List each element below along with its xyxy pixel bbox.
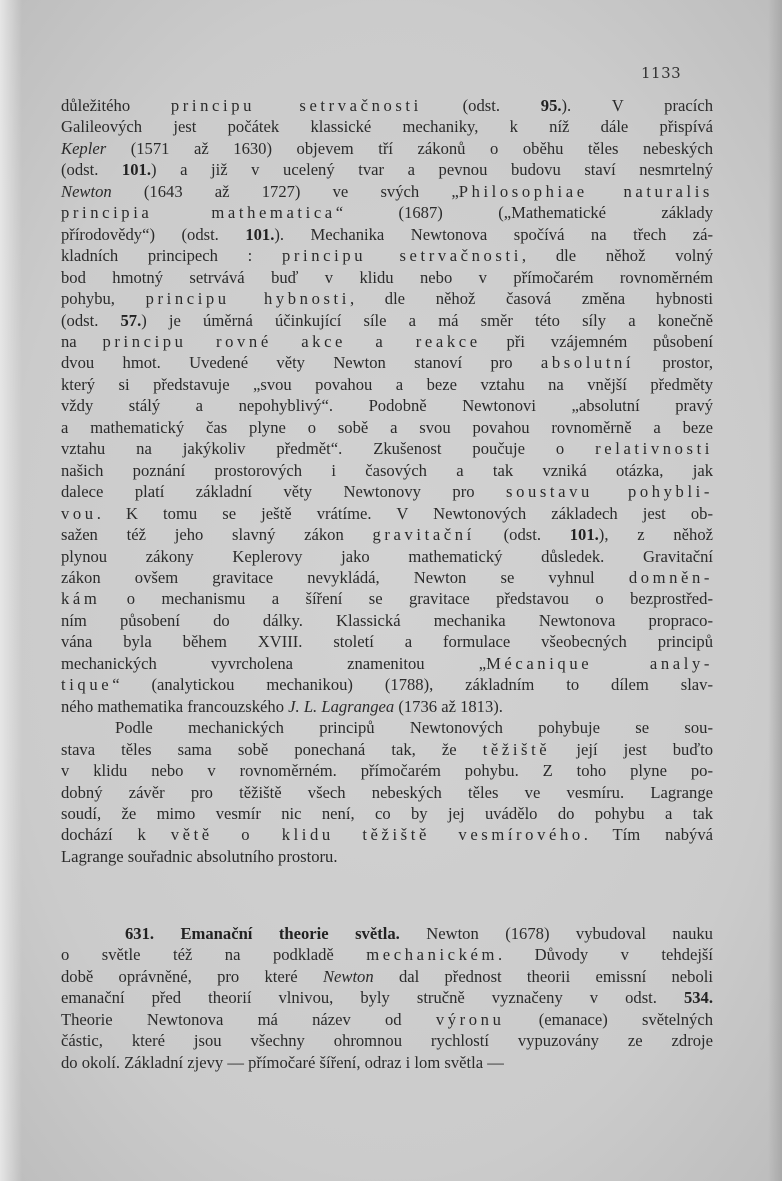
text-run: který si představuje „svou povahou a beze vztahu na vnější předměty: [61, 374, 713, 394]
spaced-emphasis: výronu: [435, 1009, 505, 1029]
text-run: na: [61, 331, 103, 351]
text-line: [61, 159, 713, 180]
text-run: ) a již v ucelený tvar a pevnou budovu staví nesmrtelný: [150, 160, 713, 180]
text-line: [61, 1052, 713, 1073]
text-run: do okolí. Základní zjevy — přímočaré šíření, odraz i lom světla —: [61, 1052, 504, 1072]
spaced-emphasis: soustavu pohybli-: [506, 482, 713, 502]
text-run: našich poznání prostorových i časových a tak vzniká otázka, jak: [61, 460, 713, 480]
spaced-emphasis: tique: [61, 675, 113, 695]
text-run: kladních principech :: [61, 246, 283, 266]
text-run: (odst.: [61, 310, 121, 330]
text-line: [61, 352, 713, 373]
bold-reference: 95.: [540, 96, 562, 115]
text-line: [61, 567, 713, 588]
text-run: dochází k: [61, 825, 171, 845]
spaced-emphasis: principia mathematica: [61, 203, 336, 223]
text-run: zákon ovšem gravitace nevykládá, Newton se vyhnul: [61, 567, 629, 587]
spaced-emphasis: domněn-: [628, 567, 713, 587]
text-run: . K tomu se ještě vrátíme. V Newtonových základech jest ob-: [96, 503, 713, 523]
text-run: , dle něhož časová změna hybnosti: [349, 289, 713, 309]
text-line: [61, 846, 713, 867]
text-run: “ (analytickou mechanikou) (1788), základním to dílem slav-: [112, 675, 713, 695]
spaced-emphasis: vou: [61, 503, 97, 523]
body-text: [61, 95, 713, 867]
text-run: ) je úměrná účinkující síle a má směr této síly a konečně: [141, 310, 713, 330]
text-line: [61, 524, 713, 545]
spaced-emphasis: principu setrvačnosti: [282, 246, 522, 266]
text-run: vána byla během XVIII. století a formulace všeobecných principů: [61, 632, 713, 652]
text-run: dvou hmot. Uvedené věty Newton stanoví pro: [61, 353, 541, 373]
text-run: “ (1687) („Mathematické základy: [335, 203, 713, 223]
text-line: [61, 966, 713, 987]
text-run: . Tím nabývá: [583, 825, 713, 845]
italic-name: Newton: [61, 181, 112, 201]
text-run: přírodovědy“) (odst.: [61, 224, 246, 244]
text-run: při vzájemném působení: [480, 331, 713, 351]
text-run: dalece platí základní věty Newtonovy pro: [61, 482, 507, 502]
text-line: [61, 438, 713, 459]
paragraph-newtonian-mechanics: [61, 95, 713, 717]
text-line: [61, 310, 713, 331]
spaced-emphasis: principu rovné akce a reakce: [102, 331, 481, 351]
text-line: [61, 824, 713, 845]
text-run: (emanace) světelných: [504, 1009, 714, 1029]
text-line: [61, 546, 713, 567]
text-run: v klidu nebo v rovnoměrném. přímočarém pohybu. Z toho plyne po-: [61, 761, 713, 781]
paragraph-lagrange: [61, 717, 713, 867]
text-line: [61, 288, 713, 309]
text-line: [61, 923, 713, 944]
spaced-emphasis: principu setrvačnosti: [170, 96, 422, 115]
text-line: [61, 588, 713, 609]
text-line: [61, 116, 713, 137]
text-line: [61, 224, 713, 245]
text-line: [61, 944, 713, 965]
spaced-emphasis: relativnosti: [595, 439, 713, 459]
spaced-emphasis: Philosophiae naturalis: [458, 181, 713, 201]
spaced-emphasis: kám: [61, 589, 101, 609]
text-run: emanační před theorií vlnivou, byly stručně vyznačeny v odst.: [61, 988, 684, 1008]
text-run: o světle též na podkladě: [61, 945, 367, 965]
text-line: [61, 1009, 713, 1030]
text-run: ). V pracích: [561, 96, 713, 115]
bold-reference: 101.: [121, 160, 151, 180]
text-run: její jest buďto: [550, 739, 713, 759]
text-line: [61, 331, 713, 352]
text-line: [61, 267, 713, 288]
paragraph-emanation-theory: [61, 923, 713, 1073]
text-run: (1571 až 1630) objevem tří zákonů o oběhu těles nebeských: [106, 138, 713, 158]
text-line: [61, 481, 713, 502]
text-run: soudí, že mimo vesmír nic není, co by jej uvádělo do pohybu a tak: [61, 803, 713, 823]
spaced-emphasis: těžiště: [482, 739, 551, 759]
text-run: vždy stálý a nepohyblivý“. Podobně Newtonovi „absolutní pravý: [61, 396, 713, 416]
italic-name: Kepler: [61, 138, 107, 158]
text-run: dal přednost theorii emissní neboli: [373, 966, 713, 986]
text-line: [61, 987, 713, 1008]
text-line: [61, 610, 713, 631]
text-run: Galileových jest počátek klassické mechaniky, k níž dále přispívá: [61, 117, 713, 137]
text-line: [61, 631, 713, 652]
text-run: době oprávněné, pro které: [61, 966, 323, 986]
text-run: o mechanismu a šíření se gravitace představou o bezprostřed-: [100, 589, 713, 609]
text-run: stava těles sama sobě ponechaná tak, že: [61, 739, 483, 759]
text-line: [61, 460, 713, 481]
text-line: [61, 95, 713, 116]
italic-name: Newton: [322, 966, 374, 986]
page-number: 1133: [641, 64, 682, 82]
bold-reference: 101.: [569, 525, 599, 545]
text-line: [61, 417, 713, 438]
text-line: [61, 653, 713, 674]
bold-reference: 101.: [245, 224, 275, 244]
text-line: [61, 395, 713, 416]
section-631: [61, 923, 713, 1073]
bold-reference: 534.: [683, 988, 713, 1008]
spaced-emphasis: gravitační: [372, 525, 475, 545]
text-run: , dle něhož volný: [521, 246, 713, 266]
text-line: [61, 503, 713, 524]
spaced-emphasis: absolutní: [540, 353, 635, 373]
text-line: [61, 181, 713, 202]
text-line: [61, 782, 713, 803]
spaced-emphasis: mechanickém: [366, 945, 499, 965]
italic-name: J. L. Lagrangea: [288, 696, 395, 716]
text-run: mechanických vyvrcholena znamenitou „: [61, 653, 487, 673]
spaced-emphasis: větě o klidu těžiště vesmírového: [170, 825, 584, 845]
text-run: dobný závěr pro těžiště všech nebeských těles ve vesmíru. Lagrange: [61, 782, 713, 802]
text-line: [61, 803, 713, 824]
text-line: [61, 696, 713, 717]
text-run: (odst.: [421, 96, 541, 115]
text-line: [61, 674, 713, 695]
text-run: vztahu na jakýkoliv předmět“. Zkušenost poučuje o: [61, 439, 596, 459]
text-run: Podle mechanických principů Newtonových pohybuje se sou-: [115, 718, 713, 738]
text-run: bod hmotný setrvává buď v klidu nebo v přímočarém rovnoměrném: [61, 267, 713, 287]
text-run: pohybu,: [61, 289, 146, 309]
text-line: [61, 374, 713, 395]
text-line: [61, 245, 713, 266]
text-run: . Důvody v tehdejší: [498, 945, 713, 965]
bold-reference: 57.: [120, 310, 142, 330]
text-run: (odst.: [474, 525, 570, 545]
text-line: [61, 138, 713, 159]
text-run: (1643 až 1727) ve svých „: [111, 181, 459, 201]
text-run: (1736 až 1813).: [394, 696, 503, 716]
text-line: [61, 1030, 713, 1051]
text-run: ním působení do dálky. Klassická mechanika Newtonova propraco-: [61, 610, 713, 630]
text-run: a mathematický čas plyne o sobě a svou povahou rovnoměrně a beze: [61, 417, 713, 437]
text-line: [61, 739, 713, 760]
text-run: prostor,: [634, 353, 713, 373]
text-run: ). Mechanika Newtonova spočívá na třech zá-: [274, 224, 713, 244]
spaced-emphasis: principu hybnosti: [145, 289, 350, 309]
text-run: důležitého: [61, 96, 171, 115]
text-run: (odst.: [61, 160, 122, 180]
text-run: částic, které jsou všechny ohromnou rychlostí vypuzovány ze zdroje: [61, 1031, 713, 1051]
text-run: Newton (1678) vybudoval nauku: [399, 924, 713, 943]
text-run: ného mathematika francouzského: [61, 696, 289, 716]
text-line: [61, 202, 713, 223]
text-run: plynou zákony Keplerovy jako mathematický důsledek. Gravitační: [61, 546, 713, 566]
text-run: ), z něhož: [598, 525, 713, 545]
bold-reference: 631. Emanační theorie světla.: [125, 924, 400, 943]
spaced-emphasis: Mécanique analy-: [486, 653, 713, 673]
text-line: [61, 760, 713, 781]
text-line: [61, 717, 713, 738]
text-run: Lagrange souřadnic absolutního prostoru.: [61, 846, 338, 866]
text-run: Theorie Newtonova má název od: [61, 1009, 436, 1029]
text-run: sažen též jeho slavný zákon: [61, 525, 373, 545]
